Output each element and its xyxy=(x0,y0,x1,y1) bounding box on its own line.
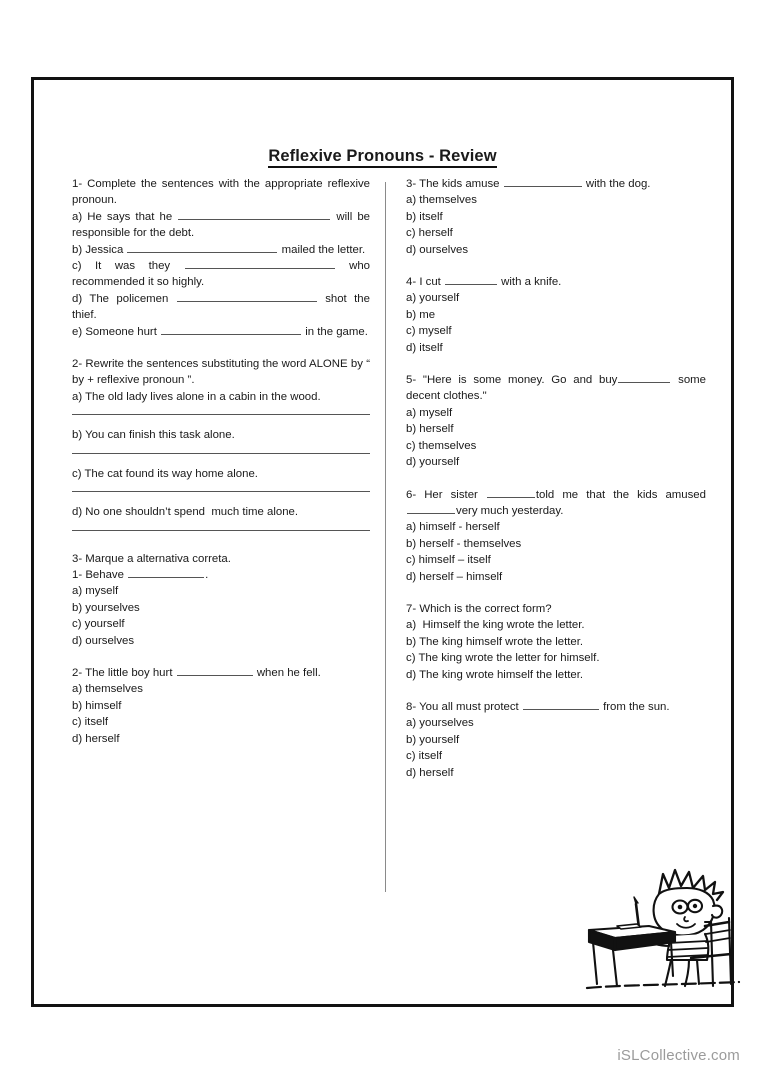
exercise-3-question-2 xyxy=(72,665,370,681)
exercise-1-instruction: 1- Complete the sentences with the appropriate reflexive pronoun. xyxy=(72,178,374,207)
item-before: Jessica xyxy=(85,243,127,256)
fill-blank[interactable] xyxy=(185,259,335,269)
question-after: when he fell. xyxy=(253,666,321,679)
column-divider xyxy=(385,182,386,892)
fill-blank-2[interactable] xyxy=(407,504,455,514)
question-before: I cut xyxy=(419,276,445,289)
question-before: You all must protect xyxy=(419,700,522,713)
option-item[interactable]: c) myself xyxy=(406,325,452,338)
item-before: Someone hurt xyxy=(85,325,161,338)
item-after: will be responsible for the debt. xyxy=(72,210,374,240)
option-item[interactable]: a) Himself the king wrote the letter. xyxy=(406,619,585,632)
question-after: with a knife. xyxy=(498,276,562,289)
option-item[interactable]: a) himself - herself xyxy=(406,521,500,534)
question-4 xyxy=(406,274,706,356)
option-item[interactable]: a) themselves xyxy=(406,194,477,207)
option-item[interactable]: d) herself xyxy=(406,766,454,779)
exercise-1-item-d xyxy=(72,291,374,324)
exercise-1-item-e xyxy=(72,324,370,340)
spacer xyxy=(406,683,706,699)
item-label: e) xyxy=(72,325,83,338)
question-number: 2- xyxy=(72,666,83,679)
item-after: mailed the letter. xyxy=(278,243,366,256)
worksheet-body xyxy=(34,176,731,966)
exercise-1-item-c xyxy=(72,258,374,291)
exercise-2-item-c: c) The cat found its way home alone. xyxy=(72,467,258,480)
exercise-2-item-a: a) The old lady lives alone in a cabin in the wood. xyxy=(72,390,321,403)
fill-blank[interactable] xyxy=(487,487,535,497)
question-number: 6- xyxy=(406,488,417,501)
option-item[interactable]: b) herself - themselves xyxy=(406,537,522,550)
item-label: d) xyxy=(72,292,83,305)
question-before: "Here is some money. Go and buy xyxy=(422,374,618,387)
fill-blank[interactable] xyxy=(127,242,277,252)
option-item[interactable]: b) herself xyxy=(406,423,454,436)
option-item[interactable]: c) yourself xyxy=(72,618,125,631)
item-before: He says that he xyxy=(87,210,178,223)
option-item[interactable]: d) itself xyxy=(406,341,443,354)
item-before: It was they xyxy=(95,260,184,273)
question-3 xyxy=(406,176,706,258)
option-item[interactable]: a) myself xyxy=(406,406,453,419)
question-before: Behave xyxy=(85,568,128,581)
question-7 xyxy=(406,601,706,683)
fill-blank[interactable] xyxy=(178,209,330,219)
exercise-3-question-1 xyxy=(72,567,370,583)
spacer xyxy=(406,471,706,487)
answer-rule[interactable] xyxy=(72,414,370,415)
question-5-stem xyxy=(406,372,710,405)
question-number: 8- xyxy=(406,700,417,713)
item-label: b) xyxy=(72,243,83,256)
question-number: 1- xyxy=(72,568,83,581)
option-item[interactable]: d) ourselves xyxy=(72,634,135,647)
option-item[interactable]: b) me xyxy=(406,308,436,321)
worksheet-page xyxy=(31,77,734,1007)
spacer xyxy=(406,258,706,274)
exercise-2 xyxy=(72,356,374,530)
question-number: 3- xyxy=(406,178,417,190)
item-before: The policemen xyxy=(89,292,176,305)
fill-blank[interactable] xyxy=(161,324,301,334)
option-item[interactable]: c) themselves xyxy=(406,439,477,452)
question-number: 5- xyxy=(406,374,417,387)
question-number: 7- xyxy=(406,602,417,615)
question-6-stem xyxy=(406,487,710,520)
option-item[interactable]: b) himself xyxy=(72,699,122,712)
spacer xyxy=(406,356,706,372)
question-after-2: very much yesterday. xyxy=(456,504,564,517)
question-3-stem xyxy=(406,176,706,192)
question-after: from the sun. xyxy=(599,700,670,713)
item-after: shot the thief. xyxy=(72,292,374,322)
option-item[interactable]: d) The king wrote himself the letter. xyxy=(406,668,584,681)
spacer xyxy=(406,585,706,601)
fill-blank[interactable] xyxy=(128,568,204,578)
page-title xyxy=(34,147,731,166)
question-before: Which is the correct form? xyxy=(419,602,552,615)
left-column xyxy=(72,176,374,747)
page-title-text: Reflexive Pronouns - Review xyxy=(268,147,496,168)
fill-blank[interactable] xyxy=(445,275,497,285)
footer-watermark: iSLCollective.com xyxy=(617,1047,740,1064)
option-item[interactable]: c) itself xyxy=(406,750,443,763)
item-after: who recommended it so highly. xyxy=(72,260,374,289)
question-after: . xyxy=(205,568,209,581)
option-item[interactable]: c) herself xyxy=(406,227,453,240)
fill-blank[interactable] xyxy=(504,177,582,187)
option-item[interactable]: b) yourselves xyxy=(72,601,140,614)
option-item[interactable]: b) itself xyxy=(406,210,443,223)
question-before: Her sister xyxy=(424,488,486,501)
question-6 xyxy=(406,487,710,585)
spacer xyxy=(72,543,370,551)
option-item[interactable]: b) The king himself wrote the letter. xyxy=(406,635,584,648)
exercise-2-instruction: 2- Rewrite the sentences substituting the word ALONE by “ by + reflexive pronoun ”. xyxy=(72,358,374,387)
item-after: in the game. xyxy=(302,325,368,338)
exercise-1-item-b xyxy=(72,242,370,258)
question-number: 4- xyxy=(406,276,417,289)
question-after: some decent clothes." xyxy=(406,374,710,403)
item-label: c) xyxy=(72,260,82,273)
option-item[interactable]: b) yourself xyxy=(406,733,460,746)
exercise-3 xyxy=(72,551,370,747)
answer-rule[interactable] xyxy=(72,530,370,531)
question-4-stem xyxy=(406,274,706,290)
question-8 xyxy=(406,699,706,781)
item-label: a) xyxy=(72,210,83,223)
option-item[interactable]: d) herself xyxy=(72,732,120,745)
exercise-2-item-d: d) No one shouldn’t spend much time alone. xyxy=(72,506,299,519)
fill-blank[interactable] xyxy=(618,373,670,383)
question-8-stem xyxy=(406,699,706,715)
fill-blank[interactable] xyxy=(177,292,317,302)
question-7-stem xyxy=(406,601,706,617)
spacer xyxy=(72,340,370,356)
exercise-3-instruction: 3- Marque a alternativa correta. xyxy=(72,552,231,565)
question-after: with the dog. xyxy=(582,178,651,190)
question-before: The kids amuse xyxy=(419,178,503,190)
boy-writing-at-desk-illustration xyxy=(579,864,759,994)
option-item[interactable]: a) myself xyxy=(72,585,119,598)
answer-rule[interactable] xyxy=(72,491,370,492)
question-before: The little boy hurt xyxy=(85,666,176,679)
option-item[interactable]: c) himself – itself xyxy=(406,554,491,567)
option-item[interactable]: d) yourself xyxy=(406,456,460,469)
option-item[interactable]: d) herself – himself xyxy=(406,570,503,583)
fill-blank[interactable] xyxy=(523,700,599,710)
option-item[interactable]: a) yourself xyxy=(406,292,460,305)
option-item[interactable]: d) ourselves xyxy=(406,243,469,256)
spacer xyxy=(72,649,370,665)
question-5 xyxy=(406,372,710,470)
option-item[interactable]: a) themselves xyxy=(72,683,143,696)
option-item[interactable]: a) yourselves xyxy=(406,717,474,730)
exercise-1 xyxy=(72,176,374,340)
question-after: told me that the kids amused xyxy=(535,488,710,501)
right-column xyxy=(406,176,710,781)
option-item[interactable]: c) itself xyxy=(72,716,109,729)
exercise-1-item-a xyxy=(72,209,374,242)
option-item[interactable]: c) The king wrote the letter for himself. xyxy=(406,652,600,665)
fill-blank[interactable] xyxy=(177,666,253,676)
exercise-2-item-b: b) You can finish this task alone. xyxy=(72,429,235,442)
answer-rule[interactable] xyxy=(72,453,370,454)
